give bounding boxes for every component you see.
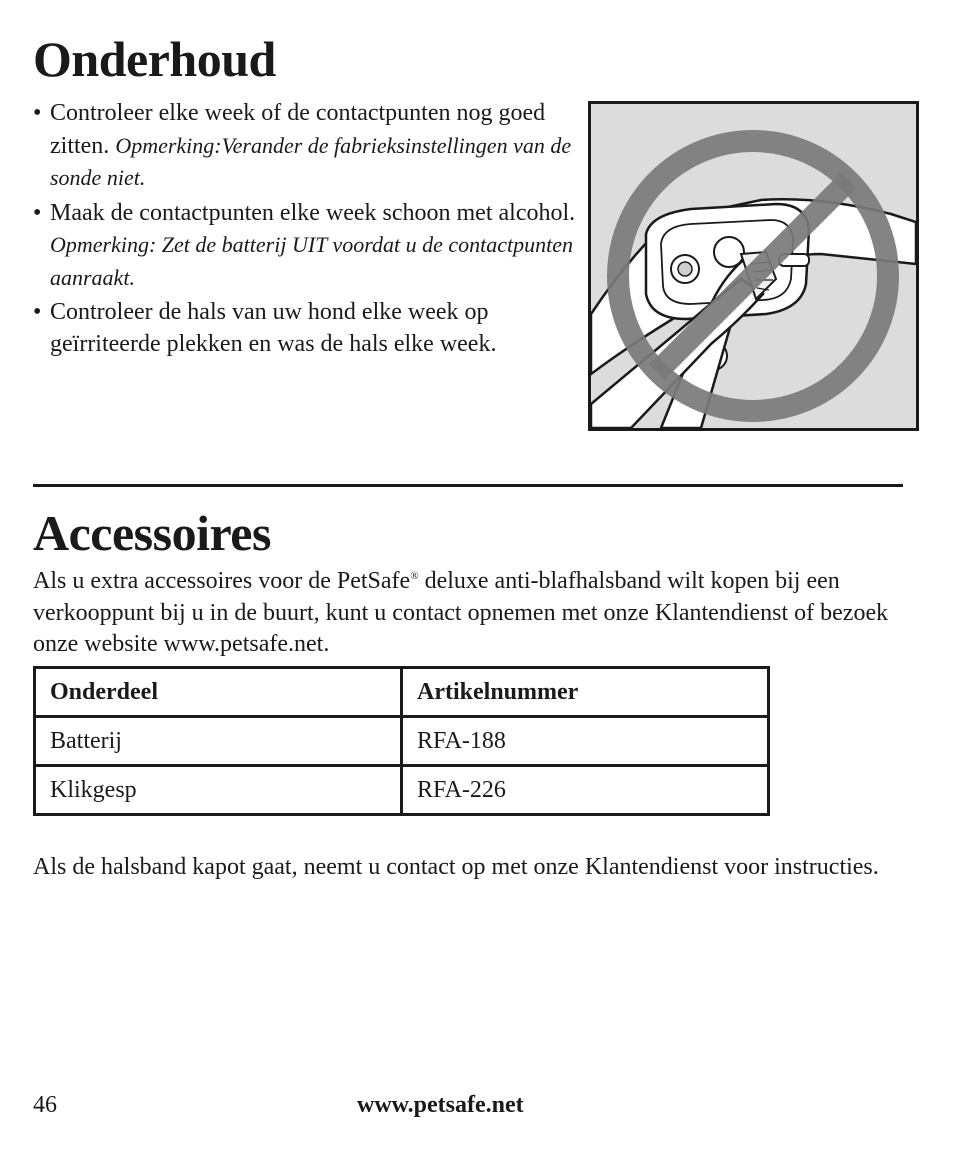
no-pliers-on-contact-points-icon bbox=[588, 101, 919, 431]
bullet-dot: • bbox=[33, 299, 42, 325]
accessories-table bbox=[33, 666, 770, 816]
intro-text-part1: Als u extra accessoires voor de PetSafe bbox=[33, 568, 411, 594]
maintenance-bullet-1 bbox=[33, 98, 578, 195]
table-cell-part: Klikgesp bbox=[35, 766, 402, 815]
accessories-title: Accessoires bbox=[33, 505, 271, 561]
table-row bbox=[35, 766, 769, 815]
maintenance-bullet-2 bbox=[33, 198, 578, 295]
page-number: 46 bbox=[33, 1092, 57, 1118]
section-divider bbox=[33, 484, 903, 487]
intro-text-part2: deluxe anti-blafhalsband wilt kopen bij een verkooppunt bij u in de buurt, kunt u contact opnemen met onze Klantendienst of bezoek onze website www.petsafe.net. bbox=[33, 568, 889, 657]
bullet-text: Maak de contactpunten elke week schoon met alcohol. bbox=[50, 199, 576, 226]
maintenance-bullet-list bbox=[33, 98, 578, 360]
table-row bbox=[35, 717, 769, 766]
bullet-note: Opmerking:Verander de fabrieksinstellingen van de sonde niet. bbox=[50, 132, 572, 190]
table-header-row bbox=[35, 668, 769, 717]
bullet-dot: • bbox=[33, 100, 42, 126]
table-cell-article-number: RFA-188 bbox=[402, 717, 769, 766]
footer-url: www.petsafe.net bbox=[357, 1092, 524, 1118]
bullet-text: Controleer elke week of de contactpunten nog goed zitten. bbox=[50, 100, 546, 159]
bullet-text: Controleer de hals van uw hond elke week op geïrriteerde plekken en was de hals elke week. bbox=[50, 299, 497, 357]
column-header-article-number: Artikelnummer bbox=[402, 668, 769, 717]
maintenance-bullet-3 bbox=[33, 297, 578, 360]
accessories-outro: Als de halsband kapot gaat, neemt u contact op met onze Klantendienst voor instructies. bbox=[33, 854, 879, 880]
bullet-dot: • bbox=[33, 199, 42, 226]
accessories-intro bbox=[33, 566, 913, 661]
registered-mark: ® bbox=[410, 570, 419, 582]
table-cell-article-number: RFA-226 bbox=[402, 766, 769, 815]
table-cell-part: Batterij bbox=[35, 717, 402, 766]
bullet-note: Opmerking: Zet de batterij UIT voordat u de contactpunten aanraakt. bbox=[50, 232, 574, 290]
maintenance-title: Onderhoud bbox=[33, 31, 276, 87]
column-header-part: Onderdeel bbox=[35, 668, 402, 717]
